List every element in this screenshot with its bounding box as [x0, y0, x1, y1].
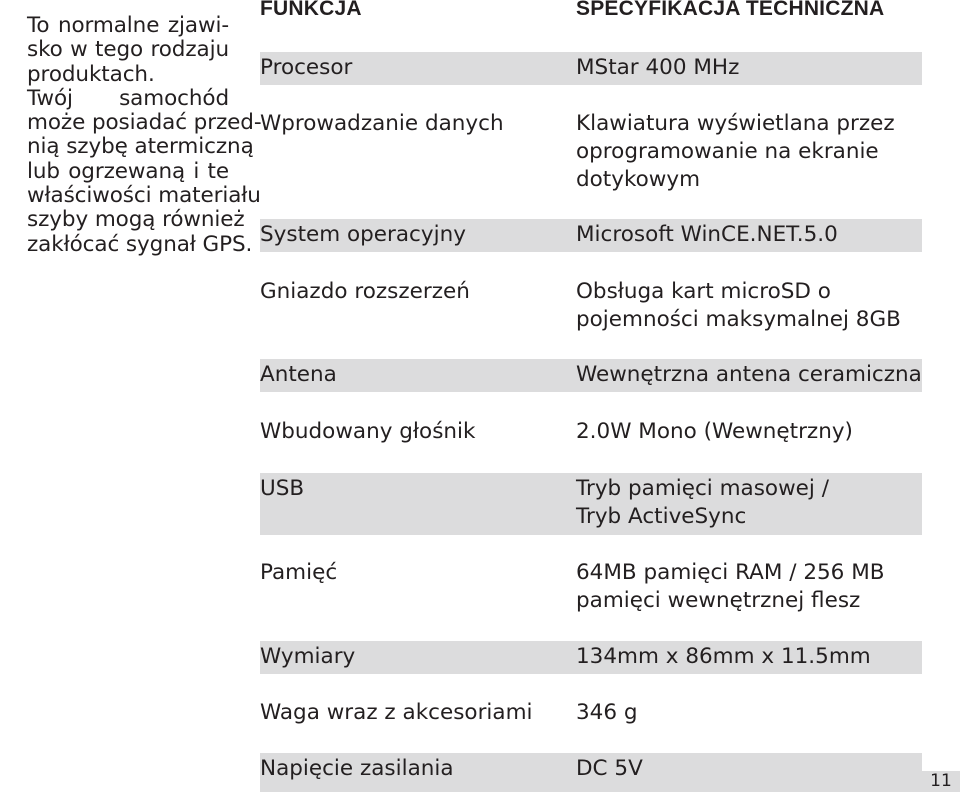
spec-key: Wprowadzanie danych [260, 111, 504, 136]
spec-value: pamięci wewnętrznej flesz [576, 588, 861, 613]
spec-key: Gniazdo rozszerzeń [260, 279, 470, 304]
spec-value: MStar 400 MHz [576, 55, 740, 80]
note-line: szyby mogą również [27, 207, 245, 233]
spec-row-input [260, 108, 922, 194]
page-number: 11 [922, 771, 960, 792]
spec-value: oprogramowanie na ekranie [576, 139, 879, 164]
spec-key: System operacyjny [260, 222, 466, 247]
note-line: właściwości materiału [27, 183, 261, 209]
spec-column-header: SPECYFIKACJA TECHNICZNA [576, 0, 885, 20]
spec-value: dotykowym [576, 167, 701, 192]
spec-value: 134mm x 86mm x 11.5mm [576, 644, 871, 669]
function-column-header: FUNKCJA [260, 0, 362, 20]
spec-table-header [260, 0, 922, 40]
note-line: produktach. [27, 61, 155, 87]
spec-key: Wbudowany głośnik [260, 419, 476, 444]
spec-row-dimensions [260, 641, 922, 674]
note-line: nią szybę atermiczną [27, 134, 254, 160]
spec-value: Wewnętrzna antena ceramiczna [576, 362, 922, 387]
note-line: lub ogrzewaną i te [27, 158, 229, 184]
spec-row-antenna [260, 359, 922, 392]
spec-value: 346 g [576, 700, 638, 725]
spec-key: Wymiary [260, 644, 356, 669]
spec-value: Obsługa kart microSD o [576, 279, 831, 304]
spec-table [260, 0, 922, 781]
spec-value: 2.0W Mono (Wewnętrzny) [576, 419, 853, 444]
note-line: sko w tego rodzaju [27, 37, 229, 63]
spec-key: Procesor [260, 55, 353, 80]
spec-row-os [260, 219, 922, 252]
note-line: Twój samochód [27, 85, 229, 111]
spec-key: Waga wraz z akcesoriami [260, 700, 533, 725]
spec-value: Tryb ActiveSync [576, 504, 747, 529]
spec-row-speaker [260, 416, 922, 449]
spec-value: Microsoft WinCE.NET.5.0 [576, 222, 838, 247]
spec-key: USB [260, 476, 305, 501]
note-line: może posiadać przed- [27, 110, 262, 136]
spec-key: Antena [260, 362, 337, 387]
spec-value: Klawiatura wyświetlana przez [576, 111, 895, 136]
spec-row-weight [260, 697, 922, 730]
spec-value: pojemności maksymalnej 8GB [576, 307, 901, 332]
note-line: zakłócać sygnał GPS. [27, 231, 253, 257]
gps-note [27, 13, 262, 257]
spec-value: DC 5V [576, 756, 643, 781]
spec-key: Pamięć [260, 560, 338, 585]
spec-row-processor [260, 52, 922, 85]
spec-value: 64MB pamięci RAM / 256 MB [576, 560, 885, 585]
spec-row-usb [260, 473, 922, 535]
spec-row-power [260, 753, 922, 792]
spec-key: Napięcie zasilania [260, 756, 454, 781]
note-line: To normalne zjawi- [27, 13, 229, 38]
spec-value: Tryb pamięci masowej / [576, 476, 829, 501]
spec-row-memory [260, 557, 922, 619]
spec-row-expansion [260, 276, 922, 336]
